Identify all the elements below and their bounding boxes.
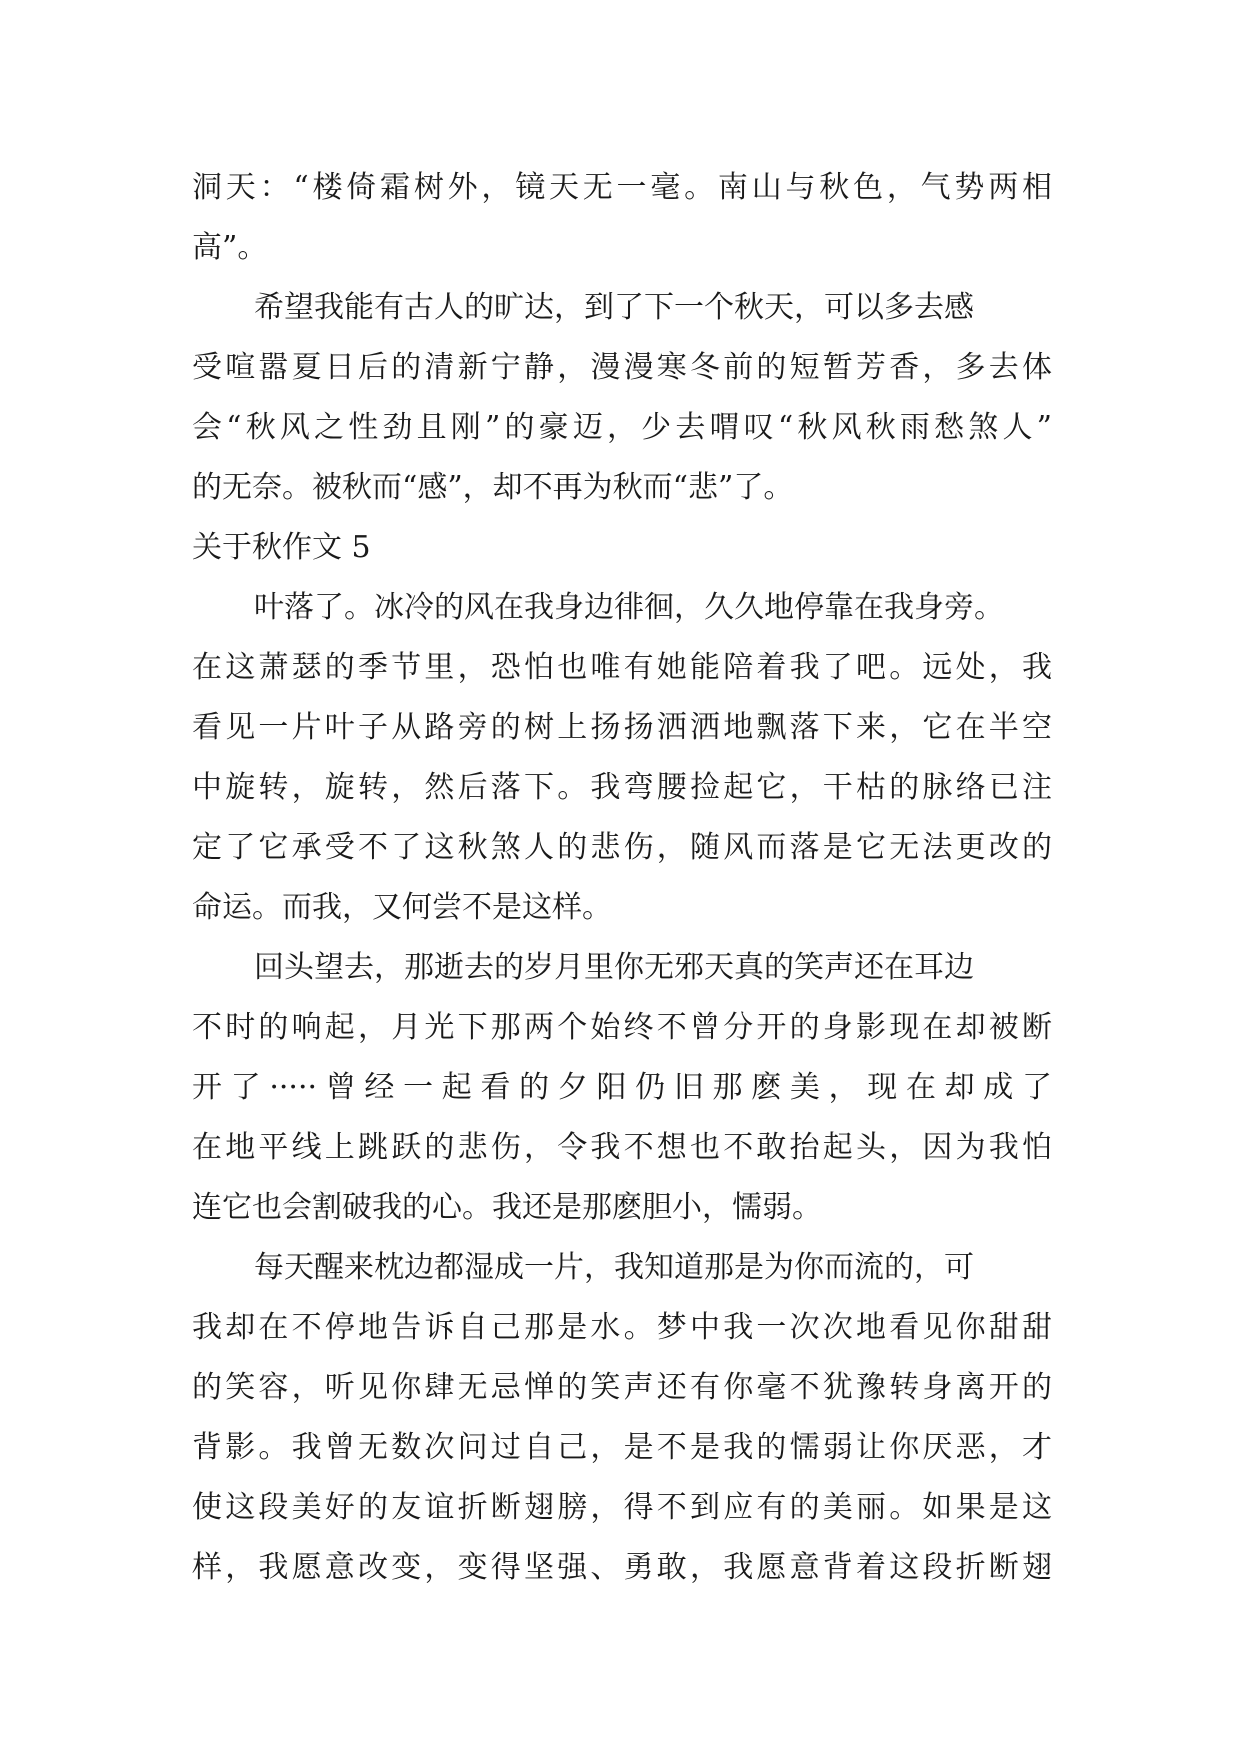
section-heading: 关于秋作文 5 <box>192 530 371 565</box>
text-line: 开了·····曾经一起看的夕阳仍旧那麽美，现在却成了 <box>192 1070 1052 1105</box>
paragraph-first-line: 回头望去，那逝去的岁月里你无邪天真的笑声还在耳边 <box>254 950 974 985</box>
paragraph-first-line: 每天醒来枕边都湿成一片，我知道那是为你而流的，可 <box>254 1250 974 1285</box>
paragraph-first-line: 希望我能有古人的旷达，到了下一个秋天，可以多去感 <box>254 290 974 325</box>
paragraph-first-line: 叶落了。冰冷的风在我身边徘徊，久久地停靠在我身旁。 <box>254 590 1004 625</box>
text-line: 不时的响起，月光下那两个始终不曾分开的身影现在却被断 <box>192 1010 1052 1045</box>
text-line: 连它也会割破我的心。我还是那麽胆小，懦弱。 <box>192 1190 822 1225</box>
text-line: 看见一片叶子从路旁的树上扬扬洒洒地飘落下来，它在半空 <box>192 710 1052 745</box>
text-line: 中旋转，旋转，然后落下。我弯腰捡起它，干枯的脉络已注 <box>192 770 1052 805</box>
text-line: 我却在不停地告诉自己那是水。梦中我一次次地看见你甜甜 <box>192 1310 1052 1345</box>
text-line: 高”。 <box>192 230 268 265</box>
text-line: 受喧嚣夏日后的清新宁静，漫漫寒冬前的短暂芳香，多去体 <box>192 350 1052 385</box>
text-line: 的笑容，听见你肆无忌惮的笑声还有你毫不犹豫转身离开的 <box>192 1370 1052 1405</box>
text-line: 会“秋风之性劲且刚”的豪迈，少去喟叹“秋风秋雨愁煞人” <box>192 410 1052 445</box>
text-line: 使这段美好的友谊折断翅膀，得不到应有的美丽。如果是这 <box>192 1490 1052 1525</box>
text-line: 背影。我曾无数次问过自己，是不是我的懦弱让你厌恶，才 <box>192 1430 1052 1465</box>
text-line: 在这萧瑟的季节里，恐怕也唯有她能陪着我了吧。远处，我 <box>192 650 1052 685</box>
text-line: 洞天：“楼倚霜树外，镜天无一毫。南山与秋色，气势两相 <box>192 170 1052 205</box>
text-line: 定了它承受不了这秋煞人的悲伤，随风而落是它无法更改的 <box>192 830 1052 865</box>
text-line: 样，我愿意改变，变得坚强、勇敢，我愿意背着这段折断翅 <box>192 1550 1052 1585</box>
document-body <box>192 158 1052 1598</box>
text-line: 在地平线上跳跃的悲伤，令我不想也不敢抬起头，因为我怕 <box>192 1130 1052 1165</box>
text-line: 命运。而我，又何尝不是这样。 <box>192 890 612 925</box>
text-line: 的无奈。被秋而“感”，却不再为秋而“悲”了。 <box>192 470 794 505</box>
